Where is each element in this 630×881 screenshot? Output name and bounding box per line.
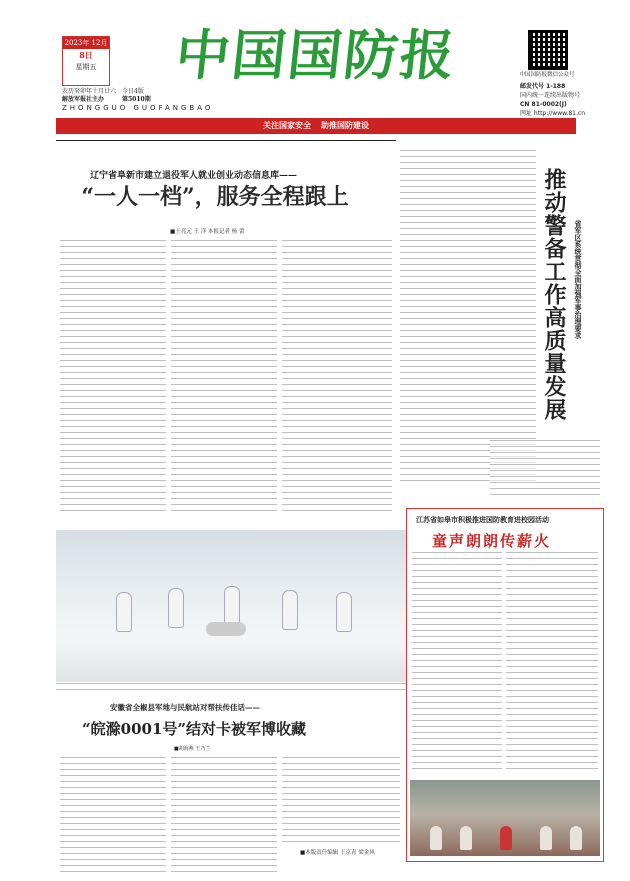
lead-text-col-3 <box>282 240 392 515</box>
masthead-title: 中国国防报 <box>172 23 460 87</box>
soldier-figure <box>282 590 298 630</box>
right-story-text <box>400 150 536 485</box>
right-story-text-2 <box>490 440 600 500</box>
publication-info <box>520 82 610 118</box>
sponsor: 解放军报社主办 <box>62 96 105 103</box>
bottom-text-col-2 <box>171 757 277 872</box>
lead-byline: ■王亮元 王 洋 本报记者 杨 蕾 <box>170 229 245 235</box>
slogan-right: 助推国防建设 <box>321 121 369 130</box>
dog-figure <box>206 622 246 636</box>
soldiers-snow-photo <box>56 530 406 682</box>
soldier-figure <box>336 592 352 632</box>
date-day: 8日 <box>79 50 93 60</box>
box-headline: 童声朗朗传薪火 <box>432 532 552 550</box>
qr-code[interactable] <box>528 30 568 70</box>
issue-info-right <box>122 88 151 104</box>
lead-headline: “一人一档”，服务全程跟上 <box>81 184 349 210</box>
student-figure <box>430 826 442 850</box>
box-text-col-1 <box>412 552 502 774</box>
student-figure <box>540 826 552 850</box>
qr-caption: 中国国防报微信公众号 <box>519 72 575 78</box>
slogan-bar <box>56 118 576 134</box>
issue-number: 第5010期 <box>122 96 151 103</box>
box-text-col-2 <box>506 552 598 774</box>
students-photo <box>410 780 600 856</box>
soldier-figure <box>168 588 184 628</box>
slogan-left: 关注国家安全 <box>263 121 311 130</box>
bottom-kicker: 安徽省全椒县军地与民航站对帮扶传佳话—— <box>110 703 260 712</box>
bottom-byline: ■胡海燕 王乃兰 <box>174 746 211 752</box>
masthead-logo <box>172 20 460 90</box>
divider <box>56 140 396 141</box>
cn-number: CN 81-0002(J) <box>520 101 567 108</box>
date-weekday: 星期五 <box>75 63 97 71</box>
soldier-figure <box>224 586 240 626</box>
serial-label: 国内统一连续出版物号 <box>520 92 581 99</box>
masthead-pinyin: ZHONGGUO GUOFANGBAO <box>62 104 214 112</box>
right-headline: 推动警备工作高质量发展 <box>541 168 567 421</box>
soldier-figure <box>116 592 132 632</box>
right-subheadline: 省军区系统贯彻全面加强军事治理要求 <box>574 220 583 339</box>
lead-kicker: 辽宁省阜新市建立退役军人就业创业动态信息库—— <box>90 171 298 181</box>
student-figure <box>500 826 512 850</box>
edition-count: 今日4版 <box>122 88 144 95</box>
lunar-date: 农历癸卯年十月廿六 <box>62 88 117 95</box>
date-box <box>62 36 110 86</box>
photo-caption-text <box>56 683 406 693</box>
postal-code: 邮发代号 1-188 <box>520 83 566 90</box>
lead-text-col-2 <box>171 240 277 515</box>
bottom-text-col-3 <box>282 757 400 842</box>
lead-text-col-1 <box>60 240 166 515</box>
bottom-text-col-1 <box>60 757 166 872</box>
student-figure <box>570 826 582 850</box>
bottom-headline: “皖滁0001号”结对卡被军博收藏 <box>82 720 307 738</box>
website: 网址 http://www.81.cn <box>520 110 586 117</box>
date-year-month: 2023年 12月 <box>64 39 108 47</box>
box-kicker: 江苏省如皋市积极推进国防教育进校园活动 <box>416 515 549 524</box>
page-editor-credit: ■本版责任编辑 王京青 梁金风 <box>300 850 375 856</box>
student-figure <box>460 826 472 850</box>
